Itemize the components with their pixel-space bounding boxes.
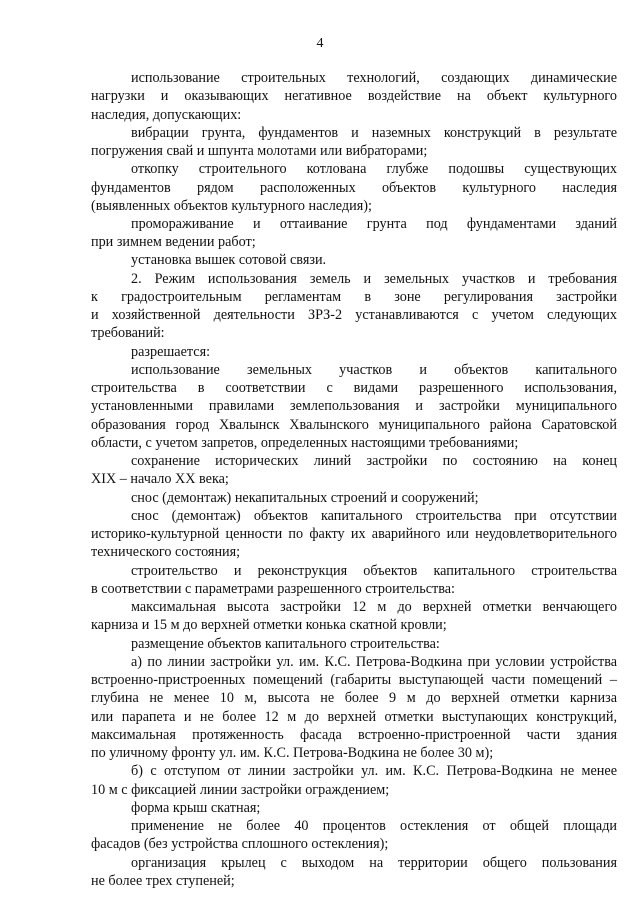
text-line: технического состояния; [91, 544, 241, 561]
text-line: области, с учетом запретов, определенных настоящими требованиями; [91, 434, 519, 451]
text-line: в соответствии с параметрами разрешенного строительства: [91, 580, 455, 597]
text-line: установка вышек сотовой связи. [131, 252, 327, 269]
text-line: фасадов (без устройства сплошного остекления); [91, 836, 389, 853]
text-line: б) с отступом от линии застройки ул. им. К.С. Петрова-Водкина не менее [131, 763, 617, 780]
text-line: откопку строительного котлована глубже подошвы существующих [131, 161, 617, 178]
text-line: наследия, допускающих: [91, 106, 242, 123]
text-line: сохранение исторических линий застройки по состоянию на конец [131, 453, 617, 470]
text-line: требований: [91, 325, 165, 342]
text-line: строительства в соответствии с видами разрешенного использования, [91, 380, 617, 397]
text-line: нагрузки и оказывающих негативное воздействие на объект культурного [91, 88, 617, 105]
text-line: применение не более 40 процентов остекления от общей площади [131, 818, 617, 834]
text-line: максимальная протяженность фасада встроенно-пристроенной части здания [91, 726, 617, 743]
text-line: разрешается: [131, 343, 211, 360]
text-line: образования город Хвалынск Хвалынского муниципального района Саратовской [91, 416, 617, 433]
text-line: по уличному фронту ул. им. К.С. Петрова-Водкина не более 30 м); [91, 745, 494, 761]
text-line: при зимнем ведении работ; [91, 234, 256, 251]
text-line: историко-культурной ценности по факту их аварийного или неудовлетворительного [91, 526, 617, 543]
text-line: (выявленных объектов культурного наследия); [91, 197, 372, 214]
text-line: погружения свай и шпунта молотами или вибраторами; [91, 143, 428, 159]
text-line: фундаментов рядом расположенных объектов культурного наследия [91, 179, 617, 196]
text-line: 10 м с фиксацией линии застройки ограждением; [91, 781, 390, 798]
text-line: глубина не менее 10 м, высота не более 9 м до верхней отметки карниза [91, 690, 617, 707]
text-line: а) по линии застройки ул. им. К.С. Петрова-Водкина при условии устройства [131, 653, 617, 670]
text-line: максимальная высота застройки 12 м до верхней отметки венчающего [131, 599, 617, 616]
text-line: 2. Режим использования земель и земельных участков и требования [131, 270, 617, 287]
text-line: использование строительных технологий, создающих динамические [131, 70, 617, 86]
text-line: вибрации грунта, фундаментов и наземных конструкций в результате [131, 124, 617, 141]
text-line: форма крыш скатная; [131, 799, 261, 816]
text-line: и хозяйственной деятельности ЗРЗ-2 устанавливаются с учетом следующих [91, 307, 617, 324]
text-line: снос (демонтаж) некапитальных строений и сооружений; [131, 489, 479, 506]
text-line: строительство и реконструкция объектов капитального строительства [131, 562, 617, 579]
page-number: 4 [316, 36, 324, 51]
text-line: установленными правилами землепользования и застройки муниципального [91, 398, 617, 415]
text-line: XIX – начало XX века; [91, 471, 229, 488]
text-line: использование земельных участков и объектов капитального [131, 361, 617, 378]
text-line: организация крылец с выходом на территории общего пользования [131, 854, 617, 871]
text-line: карниза и 15 м до верхней отметки конька скатной кровли; [91, 617, 447, 634]
text-line: встроенно-пристроенных помещений (габариты выступающей части помещений – [91, 672, 617, 689]
text-line: или парапета и не более 12 м до верхней отметки выступающих конструкций, [91, 708, 617, 725]
text-line: к градостроительным регламентам в зоне регулирования застройки [91, 288, 617, 305]
text-line: снос (демонтаж) объектов капитального строительства при отсутствии [131, 507, 617, 524]
text-line: размещение объектов капитального строительства: [131, 635, 440, 652]
text-line: промораживание и оттаивание грунта под фундаментами зданий [131, 216, 617, 232]
text-line: не более трех ступеней; [91, 872, 235, 889]
